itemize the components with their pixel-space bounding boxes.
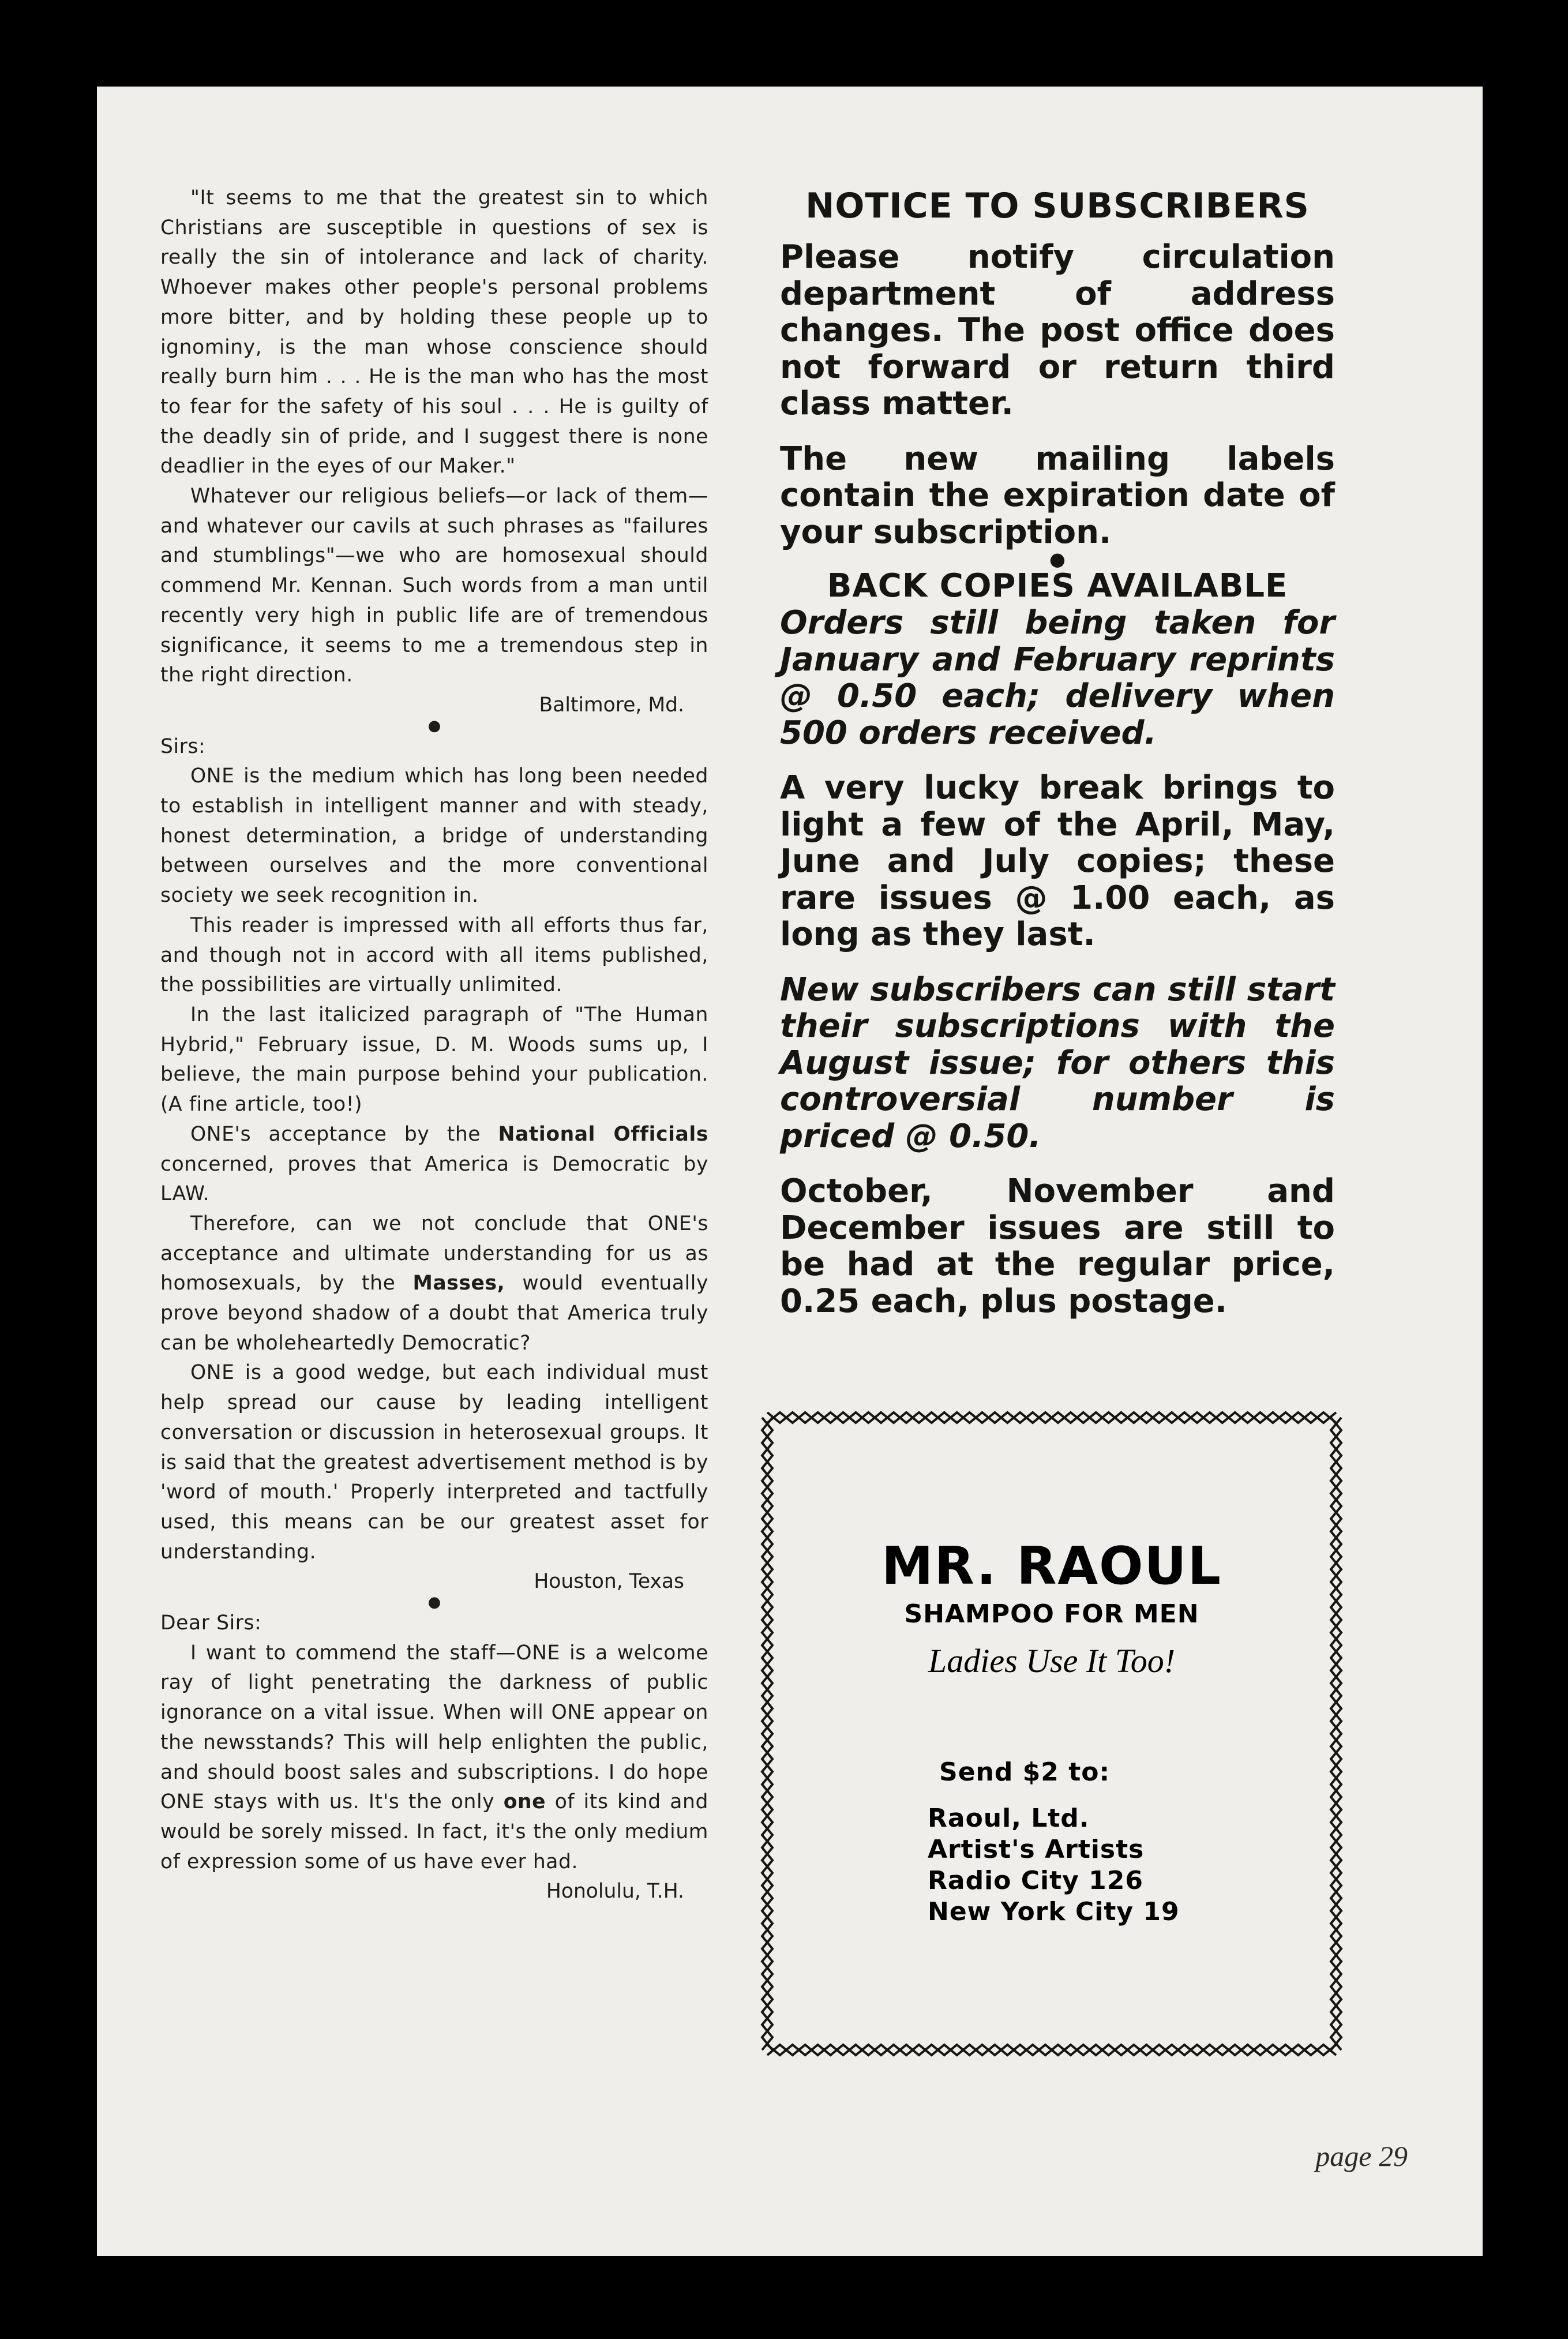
notice-paragraph: A very lucky break brings to light a few of the April, May, June and July copies; these rare issues @ 1.00 each, as long as they last. <box>780 769 1335 953</box>
ad-title: MR. RAOUL <box>881 1536 1222 1596</box>
letter-paragraph <box>160 1639 708 1877</box>
letter-paragraph: ONE is a good wedge, but each individual must help spread our cause by leading intelligent conversation or discussion in heterosexual groups. It is said that the greatest advertisement method is by 'word of mouth.' Properly interpreted and tactfully used, this means can be our greatest asset for understanding. <box>160 1361 708 1564</box>
text-run: of its kind and would be sorely missed. In fact, it's the only medium of expression some of us have ever had. <box>160 1790 708 1873</box>
letter-paragraph <box>160 1120 708 1209</box>
back-copies-heading: BACK COPIES AVAILABLE <box>827 567 1288 605</box>
shampoo-advertisement <box>760 1411 1343 2057</box>
address-line: Raoul, Ltd. <box>928 1804 1090 1833</box>
separator-bullet: ● <box>427 717 441 734</box>
ad-subtitle: SHAMPOO FOR MEN <box>904 1599 1199 1629</box>
notice-paragraph: Please notify circulation department of address changes. The post office does not forward or return third class matter. <box>780 238 1335 422</box>
notice-heading: NOTICE TO SUBSCRIBERS <box>805 186 1310 226</box>
notice-column <box>780 185 1335 1320</box>
quote-paragraph: "It seems to me that the greatest sin to which Christians are susceptible in questions of sex is really the sin of intolerance and lack of charity. Whoever makes other people's personal problems more bitter, and by holding these people up to ignominy, is the man whose conscience should really burn him . . . He is the man who has the most to fear for the safety of his soul . . . He is guilty of the deadly sin of pride, and I suggest there is none deadlier in the eyes of our Maker." <box>160 186 708 478</box>
zigzag-border <box>760 1411 1343 2057</box>
address-line: Radio City 126 <box>928 1866 1143 1895</box>
letter-location: Houston, Texas <box>534 1570 684 1594</box>
bold-text: one <box>503 1790 546 1814</box>
notice-paragraph: New subscribers can still start their subscriptions with the August issue; for others this controversial number is priced @ 0.50. <box>780 970 1335 1155</box>
bold-text: Masses, <box>412 1272 505 1295</box>
text-run: I want to commend the staff—ONE is a welcome ray of light penetrating the darkness of public ignorance on a vital issue. When will ONE appear on the newsstands? This will help enlighten the public, and should boost sales and subscriptions. I do hope ONE stays with us. It's the only <box>160 1641 708 1814</box>
notice-paragraph: Orders still being taken for January and February reprints @ 0.50 each; delivery when 500 orders received. <box>780 604 1335 752</box>
notice-paragraph: The new mailing labels contain the expiration date of your subscription. <box>780 440 1335 551</box>
text-run: Therefore, can we not conclude that ONE's acceptance and ultimate understanding for us as homosexuals, by the <box>160 1212 708 1295</box>
zigzag-border-line <box>762 1418 772 2050</box>
letter-paragraph: ONE is the medium which has long been needed to establish in intelligent manner and with steady, honest determination, a bridge of understanding between ourselves and the more conventional society we seek recognition in. <box>160 764 708 908</box>
ad-send-line: Send $2 to: <box>939 1757 1111 1787</box>
address-line: New York City 19 <box>928 1897 1180 1926</box>
zigzag-border-line <box>1331 1418 1341 2050</box>
letter-location: Baltimore, Md. <box>539 693 684 717</box>
text-run: ONE's acceptance by the <box>190 1122 481 1146</box>
letter-salutation: Dear Sirs: <box>160 1611 262 1635</box>
page-number: page 29 <box>1315 2140 1408 2172</box>
letter-paragraph <box>160 1209 708 1359</box>
notice-paragraph: October, November and December issues are still to be had at the regular price, 0.25 each, plus postage. <box>780 1172 1335 1320</box>
text-run: would eventually prove beyond shadow of a doubt that America truly can be wholeheartedly Democratic? <box>160 1272 708 1355</box>
letters-column <box>160 183 708 1907</box>
letter-location: Honolulu, T.H. <box>546 1880 684 1903</box>
separator-bullet: ● <box>427 1594 441 1611</box>
letter-paragraph: This reader is impressed with all efforts thus far, and though not in accord with all items published, the possibilities are virtually unlimited. <box>160 913 708 997</box>
ad-address <box>928 1803 1180 1928</box>
separator-bullet: ● <box>1049 548 1066 570</box>
letter-paragraph: In the last italicized paragraph of "The Human Hybrid," February issue, D. M. Woods sums up, I believe, the main purpose behind your publication. (A fine article, too!) <box>160 1003 708 1116</box>
text-run: concerned, proves that America is Democratic by LAW. <box>160 1152 708 1206</box>
address-line: Artist's Artists <box>928 1835 1145 1864</box>
letter-salutation: Sirs: <box>160 734 206 758</box>
ad-tagline: Ladies Use It Too! <box>928 1642 1176 1680</box>
bold-text: National Officials <box>498 1122 708 1146</box>
magazine-page <box>97 87 1483 2256</box>
commentary-paragraph: Whatever our religious beliefs—or lack of them—and whatever our cavils at such phrases as "failures and stumblings"—we who are homosexual should commend Mr. Kennan. Such words from a man until recently very high in public life are of tremendous significance, it seems to me a tremendous step in the right direction. <box>160 485 708 687</box>
